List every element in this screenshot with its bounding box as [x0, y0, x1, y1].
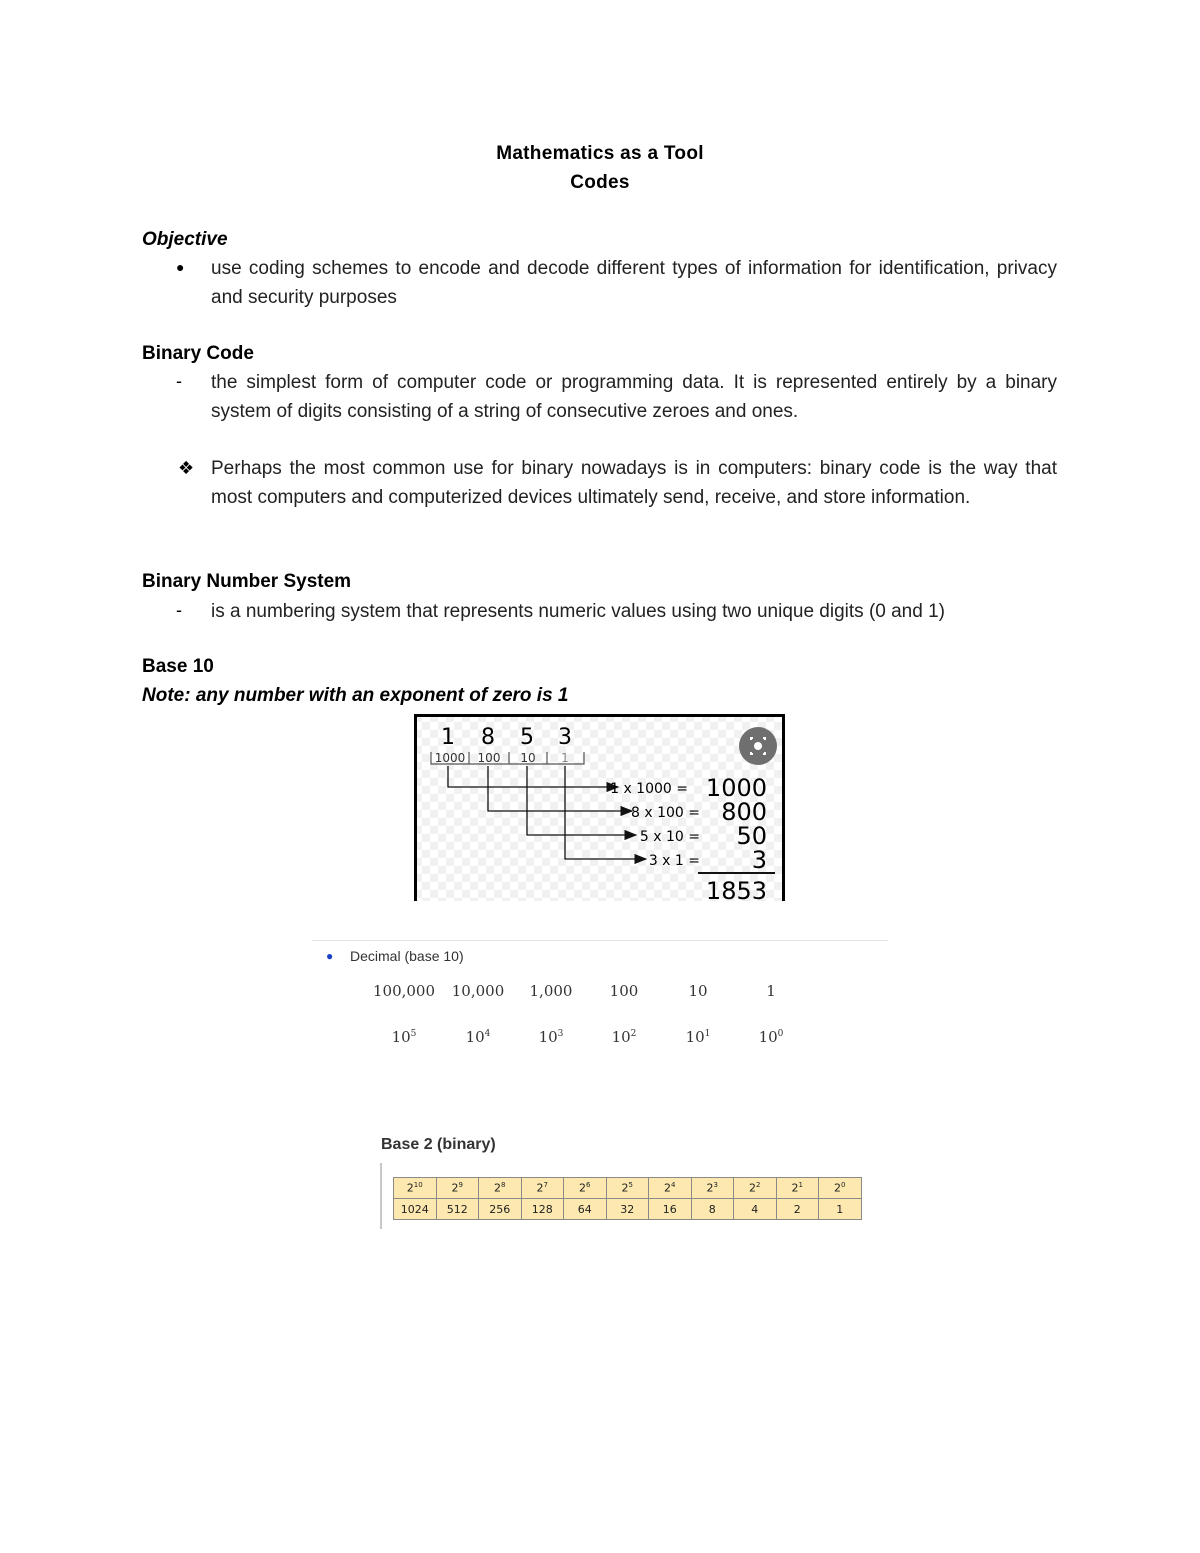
binary-power-cell: $2^2$ [734, 1178, 777, 1199]
place-value-1: 1 [561, 751, 569, 765]
binary-value-cell: 2 [776, 1199, 819, 1220]
decimal-value: 10 [688, 982, 708, 1000]
binary-value-cell: 4 [734, 1199, 777, 1220]
binary-number-system-definition: is a numbering system that represents numeric values using two unique digits (0 and 1) [211, 601, 945, 622]
decimal-place-table [312, 940, 888, 1056]
result-thousands: 1000 [705, 774, 767, 802]
binary-table [393, 1177, 862, 1220]
binary-power-cell: $2^5$ [606, 1178, 649, 1199]
digit-tens: 5 [520, 725, 534, 750]
objective-heading: Objective [142, 229, 228, 250]
lens-search-icon [739, 727, 777, 765]
decimal-value: 10,000 [451, 982, 505, 1000]
decimal-power: $10^1$ [685, 1028, 711, 1046]
result-tens: 50 [736, 822, 767, 850]
binary-power-cell: $2^6$ [564, 1178, 607, 1199]
dash-marker: - [176, 371, 182, 391]
binary-value-cell: 8 [691, 1199, 734, 1220]
decimal-power: $10^5$ [391, 1028, 417, 1046]
place-value-10: 10 [520, 751, 536, 765]
place-value-100: 100 [477, 751, 501, 765]
binary-value-cell: 128 [521, 1199, 564, 1220]
decimal-value: 100,000 [372, 982, 436, 1000]
result-ones: 3 [751, 846, 767, 874]
binary-values-row [394, 1199, 862, 1220]
binary-power-cell: $2^1$ [776, 1178, 819, 1199]
place-value-1000: 1000 [434, 751, 466, 765]
result-hundreds: 800 [721, 798, 767, 826]
binary-code-definition: the simplest form of computer code or programming data. It is represented entirely by a binary system of digits consisting of a string of consecutive zeroes and ones. [211, 372, 1057, 422]
page-title: Mathematics as a Tool [496, 143, 704, 164]
decimal-values-row [312, 982, 888, 1008]
binary-code-note: Perhaps the most common use for binary nowadays is in computers: binary code is the way that most computers and computerized devices ultimately send, receive, and store information. [211, 458, 1057, 508]
decimal-value: 1,000 [529, 982, 573, 1000]
bullet-icon: ● [176, 259, 185, 275]
decimal-power: $10^4$ [465, 1028, 491, 1046]
page-subtitle: Codes [570, 172, 630, 193]
binary-power-cell: $2^9$ [436, 1178, 479, 1199]
binary-value-cell: 32 [606, 1199, 649, 1220]
binary-power-cell: $2^8$ [479, 1178, 522, 1199]
binary-value-cell: 1 [819, 1199, 862, 1220]
equation-tens: 5 x 10 = [639, 829, 700, 845]
binary-code-heading: Binary Code [142, 343, 254, 364]
binary-power-cell: $2^7$ [521, 1178, 564, 1199]
binary-powers-row [394, 1178, 862, 1199]
binary-power-cell: $2^4$ [649, 1178, 692, 1199]
binary-heading: Base 2 (binary) [381, 1136, 496, 1153]
base10-note: Note: any number with an exponent of zero is 1 [142, 685, 569, 706]
decimal-value: 100 [609, 982, 639, 1000]
binary-power-cell: $2^0$ [819, 1178, 862, 1199]
base10-heading: Base 10 [142, 656, 214, 677]
binary-value-cell: 512 [436, 1199, 479, 1220]
decimal-power: $10^0$ [758, 1028, 784, 1046]
binary-value-cell: 16 [649, 1199, 692, 1220]
binary-power-cell: $2^{10}$ [394, 1178, 437, 1199]
decimal-power: $10^2$ [611, 1028, 637, 1046]
base10-expansion-figure [414, 714, 785, 901]
binary-power-cell: $2^3$ [691, 1178, 734, 1199]
equation-ones: 3 x 1 = [648, 853, 700, 869]
binary-value-cell: 256 [479, 1199, 522, 1220]
equation-hundreds: 8 x 100 = [631, 805, 700, 821]
equation-thousands: 1 x 1000 = [610, 781, 688, 797]
binary-number-system-heading: Binary Number System [142, 571, 352, 592]
binary-value-cell: 1024 [394, 1199, 437, 1220]
dash-marker: - [176, 600, 182, 620]
objective-text: use coding schemes to encode and decode different types of information for identification, privacy and security purposes [211, 258, 1057, 308]
decimal-power: $10^3$ [538, 1028, 564, 1046]
diamond-bullet-icon: ❖ [178, 458, 195, 478]
bullet-dot-icon: ● [326, 949, 334, 963]
binary-place-table [378, 1135, 870, 1235]
decimal-exponents-row [312, 1028, 888, 1054]
digit-hundreds: 8 [481, 725, 495, 750]
digit-thousands: 1 [441, 725, 455, 750]
digit-ones: 3 [558, 725, 572, 750]
binary-value-cell: 64 [564, 1199, 607, 1220]
decimal-value: 1 [766, 982, 776, 1000]
decimal-heading: Decimal (base 10) [350, 948, 464, 964]
result-total: 1853 [705, 877, 767, 901]
